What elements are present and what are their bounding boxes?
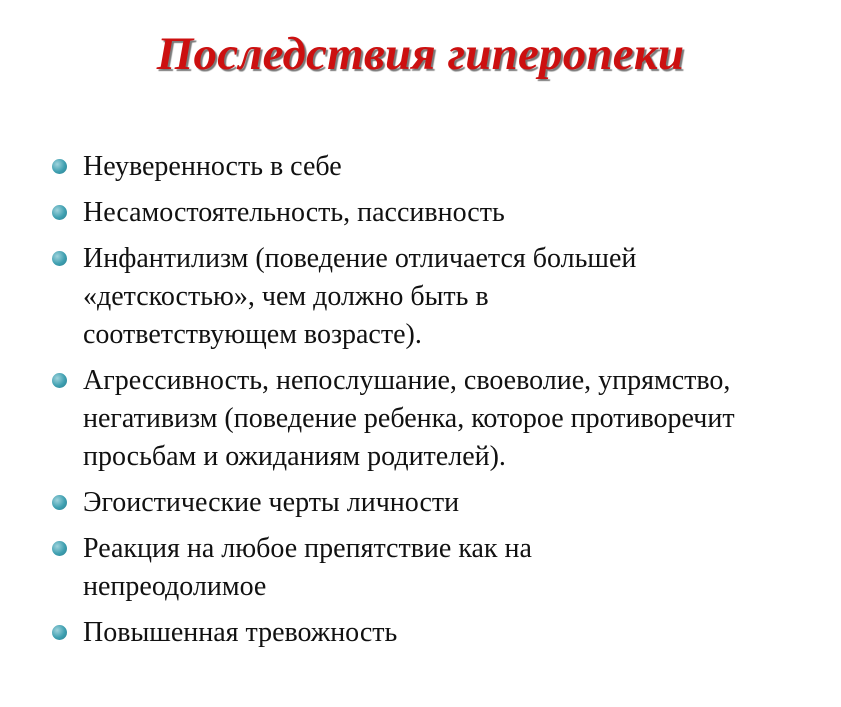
bullet-dot-icon — [52, 541, 67, 556]
list-item-text: Несамостоятельность, пассивность — [83, 197, 505, 228]
list-item — [52, 484, 822, 522]
bullet-list — [52, 148, 822, 652]
slide-title: Последствия гиперопеки — [156, 28, 685, 80]
bullet-dot-icon — [52, 159, 67, 174]
bullet-dot-icon — [52, 495, 67, 510]
bullet-dot-icon — [52, 373, 67, 388]
list-item — [52, 614, 822, 652]
list-item-text: Повышенная тревожность — [83, 617, 398, 648]
list-item — [52, 240, 637, 354]
list-item-text: Неуверенность в себе — [83, 151, 342, 182]
list-item — [52, 362, 822, 476]
list-item-text: Эгоистические черты личности — [83, 487, 460, 518]
list-item-text: Агрессивность, непослушание, своеволие, упрямство, негативизм (поведение ребенка, которое противоречит просьбам и ожиданиям родителей). — [83, 365, 735, 472]
bullet-dot-icon — [52, 251, 67, 266]
list-item — [52, 530, 623, 606]
bullet-dot-icon — [52, 205, 67, 220]
list-item — [52, 148, 822, 186]
list-item-text: Инфантилизм (поведение отличается большей «детскостью», чем должно быть в соответствующем возрасте). — [83, 243, 637, 350]
list-item-text: Реакция на любое препятствие как на непреодолимое — [83, 533, 532, 602]
list-item — [52, 194, 822, 232]
bullet-dot-icon — [52, 625, 67, 640]
